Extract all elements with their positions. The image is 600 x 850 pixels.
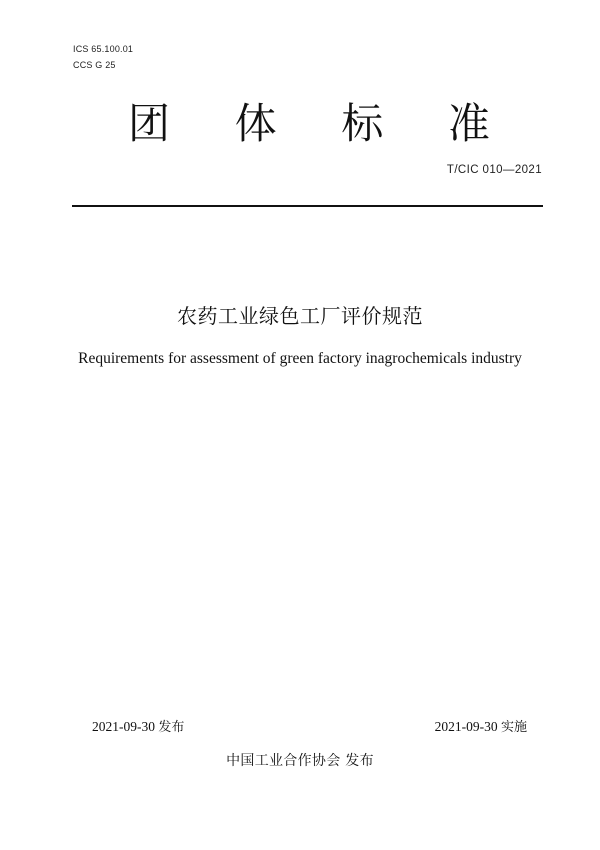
ccs-code: CCS G 25 xyxy=(73,60,116,70)
title-english: Requirements for assessment of green factory inagrochemicals industry xyxy=(78,350,522,367)
standard-type-char: 准 xyxy=(447,99,490,148)
publish-date-line xyxy=(92,716,184,735)
standard-number: T/CIC 010—2021 xyxy=(446,164,542,176)
standard-type-char: 标 xyxy=(341,99,384,148)
publish-date: 2021-09-30 xyxy=(92,719,155,734)
effective-date: 2021-09-30 xyxy=(434,719,498,734)
publisher-organization: 中国工业合作协会 xyxy=(226,753,341,769)
publisher-label: 发布 xyxy=(345,753,374,769)
publisher-line xyxy=(0,750,600,770)
standard-type-char: 团 xyxy=(128,99,171,148)
title-chinese: 农药工业绿色工厂评价规范 xyxy=(177,304,423,328)
publish-label: 发布 xyxy=(158,720,185,735)
standard-type-char: 体 xyxy=(234,99,277,148)
standard-type-heading xyxy=(128,96,490,152)
header-divider xyxy=(72,205,543,207)
ics-code: ICS 65.100.01 xyxy=(73,44,134,54)
effective-label: 实施 xyxy=(500,720,527,735)
effective-date-line xyxy=(435,716,527,735)
